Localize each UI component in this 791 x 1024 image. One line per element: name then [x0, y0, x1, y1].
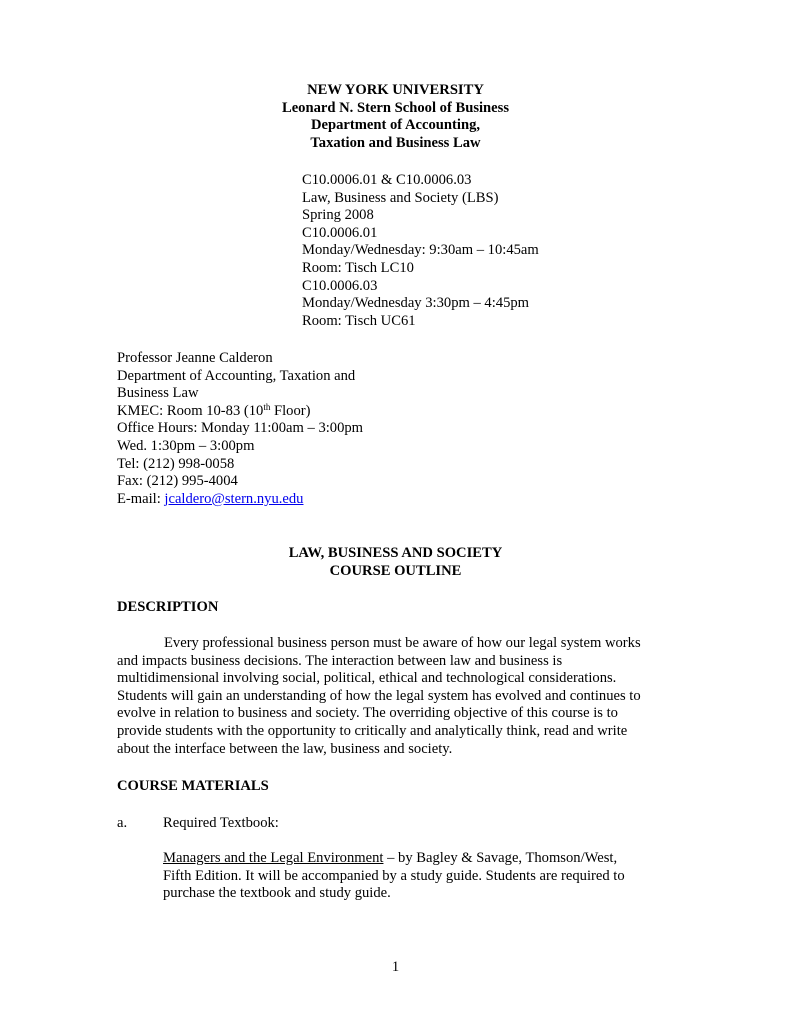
textbook-line-3: purchase the textbook and study guide.	[163, 885, 391, 902]
course-title: Law, Business and Society (LBS)	[302, 189, 499, 206]
list-marker: a.	[117, 815, 128, 831]
professor-dept-line-1: Department of Accounting, Taxation and	[117, 367, 356, 384]
professor-name: Professor Jeanne Calderon	[117, 350, 273, 366]
department-line-2: Taxation and Business Law	[310, 134, 481, 151]
textbook-line-1	[163, 850, 625, 868]
section2-room: Room: Tisch UC61	[302, 312, 416, 329]
university-name: NEW YORK UNIVERSITY	[307, 82, 484, 98]
office-suffix: Floor)	[270, 402, 311, 419]
outline-title-line-2: COURSE OUTLINE	[329, 562, 462, 579]
page-number: 1	[391, 959, 400, 975]
office-hours-line-2: Wed. 1:30pm – 3:00pm	[117, 437, 255, 454]
professor-email-row	[117, 491, 363, 509]
description-line: provide students with the opportunity to critically and analytically think, read and write	[117, 722, 628, 739]
professor-dept-line-2: Business Law	[117, 385, 199, 402]
email-label: E-mail:	[117, 490, 165, 507]
outline-title	[0, 545, 791, 580]
textbook-line-2: Fifth Edition. It will be accompanied by a study guide. Students are required to	[163, 867, 625, 884]
outline-title-line-1: LAW, BUSINESS AND SOCIETY	[288, 545, 503, 561]
professor-phone: Tel: (212) 998-0058	[117, 455, 235, 472]
description-line: about the interface between the law, business and society.	[117, 740, 453, 757]
section1-room: Room: Tisch LC10	[302, 259, 414, 276]
description-paragraph	[117, 635, 677, 758]
professor-office	[117, 403, 363, 421]
document-header	[0, 82, 791, 152]
office-superscript: th	[263, 401, 271, 412]
course-codes: C10.0006.01 & C10.0006.03	[302, 172, 472, 188]
section1-schedule: Monday/Wednesday: 9:30am – 10:45am	[302, 242, 539, 259]
list-item-label: Required Textbook:	[163, 815, 279, 831]
section2-code: C10.0006.03	[302, 277, 378, 294]
textbook-authors: – by Bagley & Savage, Thomson/West,	[383, 850, 618, 866]
description-line: Every professional business person must be aware of how our legal system works	[164, 635, 641, 651]
description-line: multidimensional involving social, political, ethical and technological considerations.	[117, 670, 617, 687]
office-prefix: KMEC: Room 10-83 (10	[117, 402, 264, 419]
email-link[interactable]: jcaldero@stern.nyu.edu	[164, 490, 304, 507]
section2-schedule: Monday/Wednesday 3:30pm – 4:45pm	[302, 295, 530, 312]
course-term: Spring 2008	[302, 207, 374, 224]
office-hours-line-1: Office Hours: Monday 11:00am – 3:00pm	[117, 420, 364, 437]
description-line: Students will gain an understanding of how the legal system has evolved and continues to	[117, 687, 641, 704]
description-line: evolve in relation to business and society. The overriding objective of this course is to	[117, 705, 618, 722]
professor-fax: Fax: (212) 995-4004	[117, 473, 238, 490]
course-materials-heading: COURSE MATERIALS	[117, 778, 269, 794]
textbook-title: Managers and the Legal Environment	[163, 850, 384, 866]
textbook-info	[163, 850, 625, 903]
description-heading: DESCRIPTION	[117, 599, 219, 615]
section1-code: C10.0006.01	[302, 224, 378, 241]
description-line: and impacts business decisions. The interaction between law and business is	[117, 652, 563, 669]
school-name: Leonard N. Stern School of Business	[281, 99, 510, 116]
professor-info	[117, 350, 363, 508]
department-line-1: Department of Accounting,	[310, 117, 481, 134]
course-info	[302, 172, 539, 330]
